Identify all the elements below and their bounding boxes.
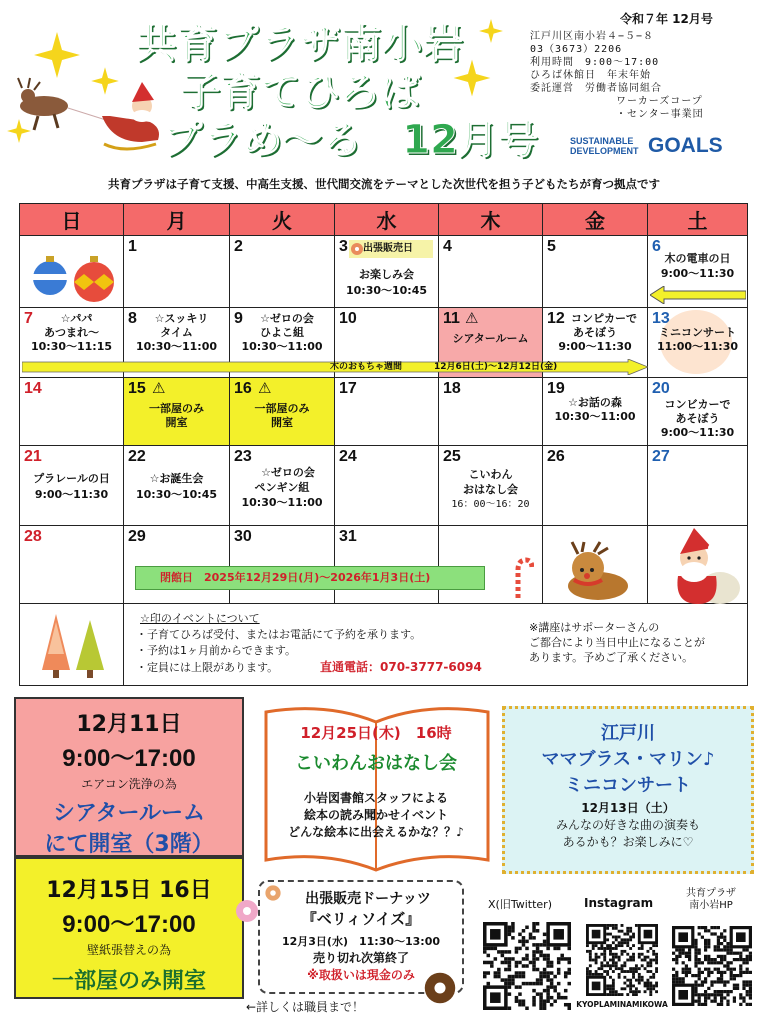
weekday-sat: 土 bbox=[648, 204, 748, 236]
calendar-day-25: 25 こいわん おはなし会 16：00〜16：20 bbox=[439, 446, 543, 526]
calendar-day-21: 21 プラレールの日 9:00〜11:30 bbox=[20, 446, 124, 526]
partial-open-notice: 12月15日 16日 9:00〜17:00 壁紙張替えの為 一部屋のみ開室 bbox=[14, 857, 244, 999]
operator-line3: ・センター事業団 bbox=[616, 109, 704, 120]
operator: 委託運営 労働者協同組合 bbox=[530, 83, 662, 94]
sdgs-goals-text: GOALS bbox=[648, 134, 723, 157]
calendar-day-17: 17 bbox=[335, 378, 439, 446]
calendar-cell-empty bbox=[20, 236, 124, 308]
note-item: ・子育てひろば受付、またはお電話にて予約を承ります。 bbox=[136, 628, 422, 641]
tagline: 共育プラザは子育て支援、中高生支援、世代間交流をテーマとした次世代を担う子どもたちが育つ拠点です bbox=[108, 177, 660, 191]
calendar-day-15: 15 ⚠ 一部屋のみ 開室 bbox=[124, 378, 230, 446]
calendar-day-9: 9 ☆ゼロの会 ひよこ組 10:30〜11:00 bbox=[230, 308, 335, 378]
calendar-day-14: 14 bbox=[20, 378, 124, 446]
notes-heading: ☆印のイベントについて bbox=[140, 612, 260, 625]
direct-phone: 直通電話：070-3777-6094 bbox=[320, 660, 482, 674]
calendar-day-22: 22 ☆お誕生会 10:30〜10:45 bbox=[124, 446, 230, 526]
instagram-label: Instagram bbox=[584, 896, 654, 910]
calendar-day-29: 29 bbox=[124, 526, 230, 604]
sdgs-logo: SUSTAINABLE DEVELOPMENT bbox=[570, 136, 639, 156]
story-date: 12月25日(木) bbox=[300, 724, 401, 742]
issue-label: 令和７年 12月号 bbox=[620, 12, 713, 26]
candy-cane-icon bbox=[510, 556, 534, 600]
calendar-day-3: 3 出張販売日 お楽しみ会 10:30〜10:45 bbox=[335, 236, 439, 308]
calendar-day-30: 30 bbox=[230, 526, 335, 604]
facility-info bbox=[530, 30, 760, 121]
weekday-mon: 月 bbox=[124, 204, 230, 236]
donut-icon bbox=[351, 243, 363, 255]
calendar-day-13: 13 ミニコンサート 11:00〜11:30 bbox=[648, 308, 748, 378]
address: 江戸川区南小岩４−５−８ bbox=[530, 31, 655, 42]
warning-icon: ⚠ bbox=[258, 379, 272, 397]
calendar-day-19: 19 ☆お話の森 10:30〜11:00 bbox=[543, 378, 648, 446]
sales-day-tag: 出張販売日 bbox=[349, 240, 433, 258]
newsletter-title-line2: 子育てひろば bbox=[180, 69, 420, 115]
calendar-day-7: 7 ☆パパ あつまれ〜 10:30〜11:15 bbox=[20, 308, 124, 378]
contact-staff-note: ←詳しくは職員まで！ bbox=[246, 1000, 365, 1014]
calendar-day-8: 8 ☆スッキリ タイム 10:30〜11:00 bbox=[124, 308, 230, 378]
x-twitter-qr-code[interactable] bbox=[483, 922, 571, 1010]
homepage-qr-code[interactable] bbox=[672, 926, 752, 1006]
calendar-day-6: 6 木の電車の日 9:00〜11:30 bbox=[648, 236, 748, 308]
newsletter-title-line3: プラめ〜る 12月号 bbox=[162, 117, 538, 163]
calendar-day-11: 11 ⚠ シアタールーム bbox=[439, 308, 543, 378]
weekday-wed: 水 bbox=[335, 204, 439, 236]
instagram-handle: KYOPLAMINAMIKOWA bbox=[576, 1000, 668, 1009]
calendar-day-24: 24 bbox=[335, 446, 439, 526]
operator-line2: ワーカーズコープ bbox=[616, 96, 703, 107]
calendar-day-2: 2 bbox=[230, 236, 335, 308]
calendar-day-16: 16 ⚠ 一部屋のみ 開室 bbox=[230, 378, 335, 446]
calendar-day-5: 5 bbox=[543, 236, 648, 308]
toy-week-band: 木のおもちゃ週間 12月6日(土)〜12月12日(金) bbox=[22, 359, 648, 375]
story-title: こいわんおはなし会 bbox=[295, 753, 457, 774]
donut-icon bbox=[264, 884, 282, 902]
calendar-day-27: 27 bbox=[648, 446, 748, 526]
calendar-day-23: 23 ☆ゼロの会 ペンギン組 10:30〜11:00 bbox=[230, 446, 335, 526]
santa-illustration bbox=[656, 522, 746, 608]
weekday-fri: 金 bbox=[543, 204, 648, 236]
calendar-day-10: 10 bbox=[335, 308, 439, 378]
donut-icon bbox=[422, 970, 458, 1006]
calendar-day-31: 31 bbox=[335, 526, 439, 604]
calendar-day-20: 20 コンビカーで あそぼう 9:00〜11:30 bbox=[648, 378, 748, 446]
donut-sales-notice: 出張販売ドーナッツ 『ベリィソイズ』 12月3日(水) 11:30〜13:00 売り切れ次第終了 ※取扱いは現金のみ bbox=[258, 880, 464, 994]
notes-cell bbox=[124, 604, 748, 686]
theater-room-notice: 12月11日 9:00〜17:00 エアコン洗浄の為 シアタールーム にて開室（3階） bbox=[14, 697, 244, 857]
christmas-tree-icon bbox=[38, 610, 108, 680]
warning-icon: ⚠ bbox=[152, 379, 166, 397]
x-twitter-label: X(旧Twitter) bbox=[488, 898, 552, 911]
weekday-sun: 日 bbox=[20, 204, 124, 236]
reindeer-illustration bbox=[560, 540, 640, 606]
calendar-day-28: 28 bbox=[20, 526, 124, 604]
calendar-day-26: 26 bbox=[543, 446, 648, 526]
cancellation-remark: ※講座はサポーターさんの ご都合により当日中止になることが あります。予めご了承ください。 bbox=[529, 621, 705, 664]
phone-number: 03（3673）2206 bbox=[530, 44, 623, 55]
arrow-left-icon bbox=[650, 286, 746, 304]
calendar-day-18: 18 bbox=[439, 378, 543, 446]
calendar-day-1: 1 bbox=[124, 236, 230, 308]
donut-icon bbox=[234, 898, 260, 924]
concert-notice: 江戸川 ママブラス・マリン♪ ミニコンサート 12月13日（土） みんなの好きな曲の演奏も あるかも？お楽しみに♡ bbox=[502, 706, 754, 874]
homepage-label: 共育プラザ 南小岩HP bbox=[686, 888, 736, 911]
closed-period-band: 閉館日 2025年12月29日(月)〜2026年1月3日(土) bbox=[135, 566, 485, 590]
note-item: ・予約は1ヶ月前からできます。 bbox=[136, 644, 297, 657]
calendar-day-4: 4 bbox=[439, 236, 543, 308]
event-calendar bbox=[19, 203, 748, 686]
star-decoration bbox=[478, 18, 504, 44]
newsletter-title-line1: 共育プラザ南小岩 bbox=[136, 21, 464, 67]
note-item: ・定員には上限があります。 bbox=[136, 661, 279, 674]
weekday-tue: 火 bbox=[230, 204, 335, 236]
ornament-icon bbox=[28, 244, 118, 304]
instagram-qr-code[interactable] bbox=[586, 924, 658, 996]
story-time: 16時 bbox=[415, 724, 452, 742]
tree-illustration-cell bbox=[20, 604, 124, 686]
closed-days: ひろば休館日 年末年始 bbox=[530, 70, 651, 81]
calendar-day-12: 12 コンピカーで あそぼう 9:00〜11:30 bbox=[543, 308, 648, 378]
warning-icon: ⚠ bbox=[465, 309, 479, 327]
weekday-thu: 木 bbox=[439, 204, 543, 236]
story-event-card: 12月25日(木) 16時 こいわんおはなし会 小岩図書館スタッフによる 絵本の読み聞かせイベント どんな絵本に出会えるかな？？♪ bbox=[256, 712, 496, 840]
opening-hours: 利用時間 9:00〜17:00 bbox=[530, 57, 660, 68]
